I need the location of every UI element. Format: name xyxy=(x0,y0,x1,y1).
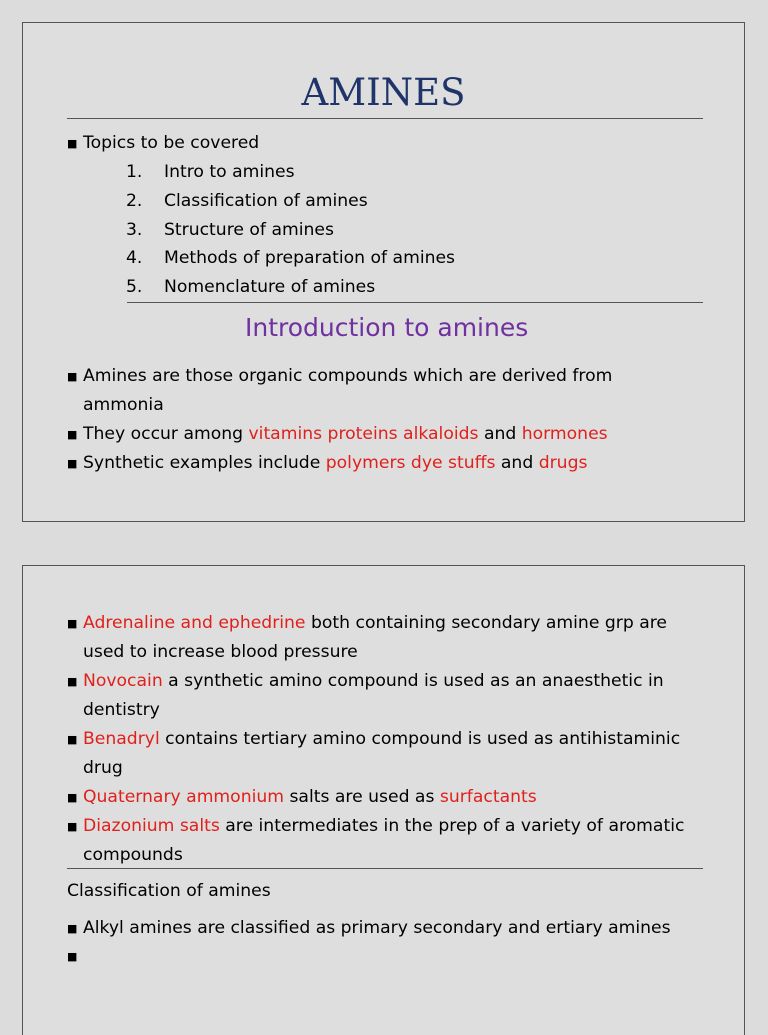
bullet-text: Amines are those organic compounds which are derived from xyxy=(83,366,613,386)
topic-item-4 xyxy=(126,244,455,273)
topic-item-3 xyxy=(126,216,334,245)
slide-title: AMINES xyxy=(301,71,466,114)
highlight-text: hormones xyxy=(521,424,608,444)
topic-number: 4. xyxy=(126,248,143,268)
bullet-text: They occur among xyxy=(83,424,249,444)
topic-number: 5. xyxy=(126,277,143,297)
topic-number: 1. xyxy=(126,162,143,182)
highlight-text: drugs xyxy=(538,453,588,473)
bullet-marker: ■ xyxy=(67,137,78,150)
topic-text: Nomenclature of amines xyxy=(164,277,376,297)
bullet-text: salts are used as xyxy=(284,787,440,807)
bullet-marker: ■ xyxy=(67,617,78,630)
use-bullet-3 xyxy=(67,725,724,783)
intro-bullet-3 xyxy=(67,449,724,478)
highlight-text: polymers dye stuffs xyxy=(325,453,496,473)
highlight-text: Adrenaline and ephedrine xyxy=(83,613,306,633)
bullet-marker: ■ xyxy=(67,733,78,746)
topic-text: Methods of preparation of amines xyxy=(164,248,456,268)
bullet-text: contains tertiary amino compound is used as antihistaminic xyxy=(159,729,681,749)
use-bullet-2 xyxy=(67,667,724,725)
topic-item-5 xyxy=(126,273,375,302)
topic-number: 3. xyxy=(126,220,143,240)
intro-heading: Introduction to amines xyxy=(245,313,529,342)
topic-number: 2. xyxy=(126,191,143,211)
bullet-text: drug xyxy=(83,758,123,778)
highlight-text: Novocain xyxy=(83,671,163,691)
highlight-text: vitamins proteins alkaloids xyxy=(248,424,479,444)
highlight-text: Diazonium salts xyxy=(83,816,220,836)
topic-text: Structure of amines xyxy=(164,220,334,240)
highlight-text: Benadryl xyxy=(83,729,160,749)
bullet-text: a synthetic amino compound is used as an anaesthetic in xyxy=(162,671,664,691)
intro-bullet-2 xyxy=(67,420,724,449)
topics-divider xyxy=(127,302,703,303)
bullet-marker: ■ xyxy=(67,457,78,470)
use-bullet-4 xyxy=(67,783,724,812)
bullet-text: both containing secondary amine grp are xyxy=(305,613,667,633)
bullet-text: Alkyl amines are classified as primary secondary and ertiary amines xyxy=(83,918,671,938)
bullet-marker: ■ xyxy=(67,428,78,441)
bullet-text: are intermediates in the prep of a variety of aromatic xyxy=(219,816,685,836)
bullet-text: compounds xyxy=(83,845,183,865)
slide-1 xyxy=(22,22,745,522)
bullet-text: and xyxy=(478,424,522,444)
topic-item-1 xyxy=(126,158,295,187)
bullet-marker: ■ xyxy=(67,820,78,833)
topics-heading: Topics to be covered xyxy=(83,133,260,153)
classification-divider xyxy=(67,868,703,869)
highlight-text: surfactants xyxy=(439,787,537,807)
bullet-text: dentistry xyxy=(83,700,160,720)
topics-heading-bullet xyxy=(67,129,724,158)
use-bullet-1 xyxy=(67,609,724,667)
slide-2 xyxy=(22,565,745,1035)
use-bullet-5 xyxy=(67,812,724,870)
bullet-text: Synthetic examples include xyxy=(83,453,326,473)
bullet-text: ammonia xyxy=(83,395,164,415)
classification-heading: Classification of amines xyxy=(67,881,271,901)
topic-item-2 xyxy=(126,187,368,216)
bullet-marker: ■ xyxy=(67,370,78,383)
topic-text: Classification of amines xyxy=(164,191,368,211)
bullet-marker: ■ xyxy=(67,791,78,804)
bullet-marker: ■ xyxy=(67,675,78,688)
classification-bullet xyxy=(67,914,724,943)
bullet-text: and xyxy=(495,453,539,473)
intro-bullet-1 xyxy=(67,362,724,420)
bullet-text: used to increase blood pressure xyxy=(83,642,358,662)
title-divider xyxy=(67,118,703,119)
topic-text: Intro to amines xyxy=(164,162,295,182)
bullet-marker: ■ xyxy=(67,950,78,963)
bullet-marker: ■ xyxy=(67,922,78,935)
highlight-text: Quaternary ammonium xyxy=(83,787,284,807)
